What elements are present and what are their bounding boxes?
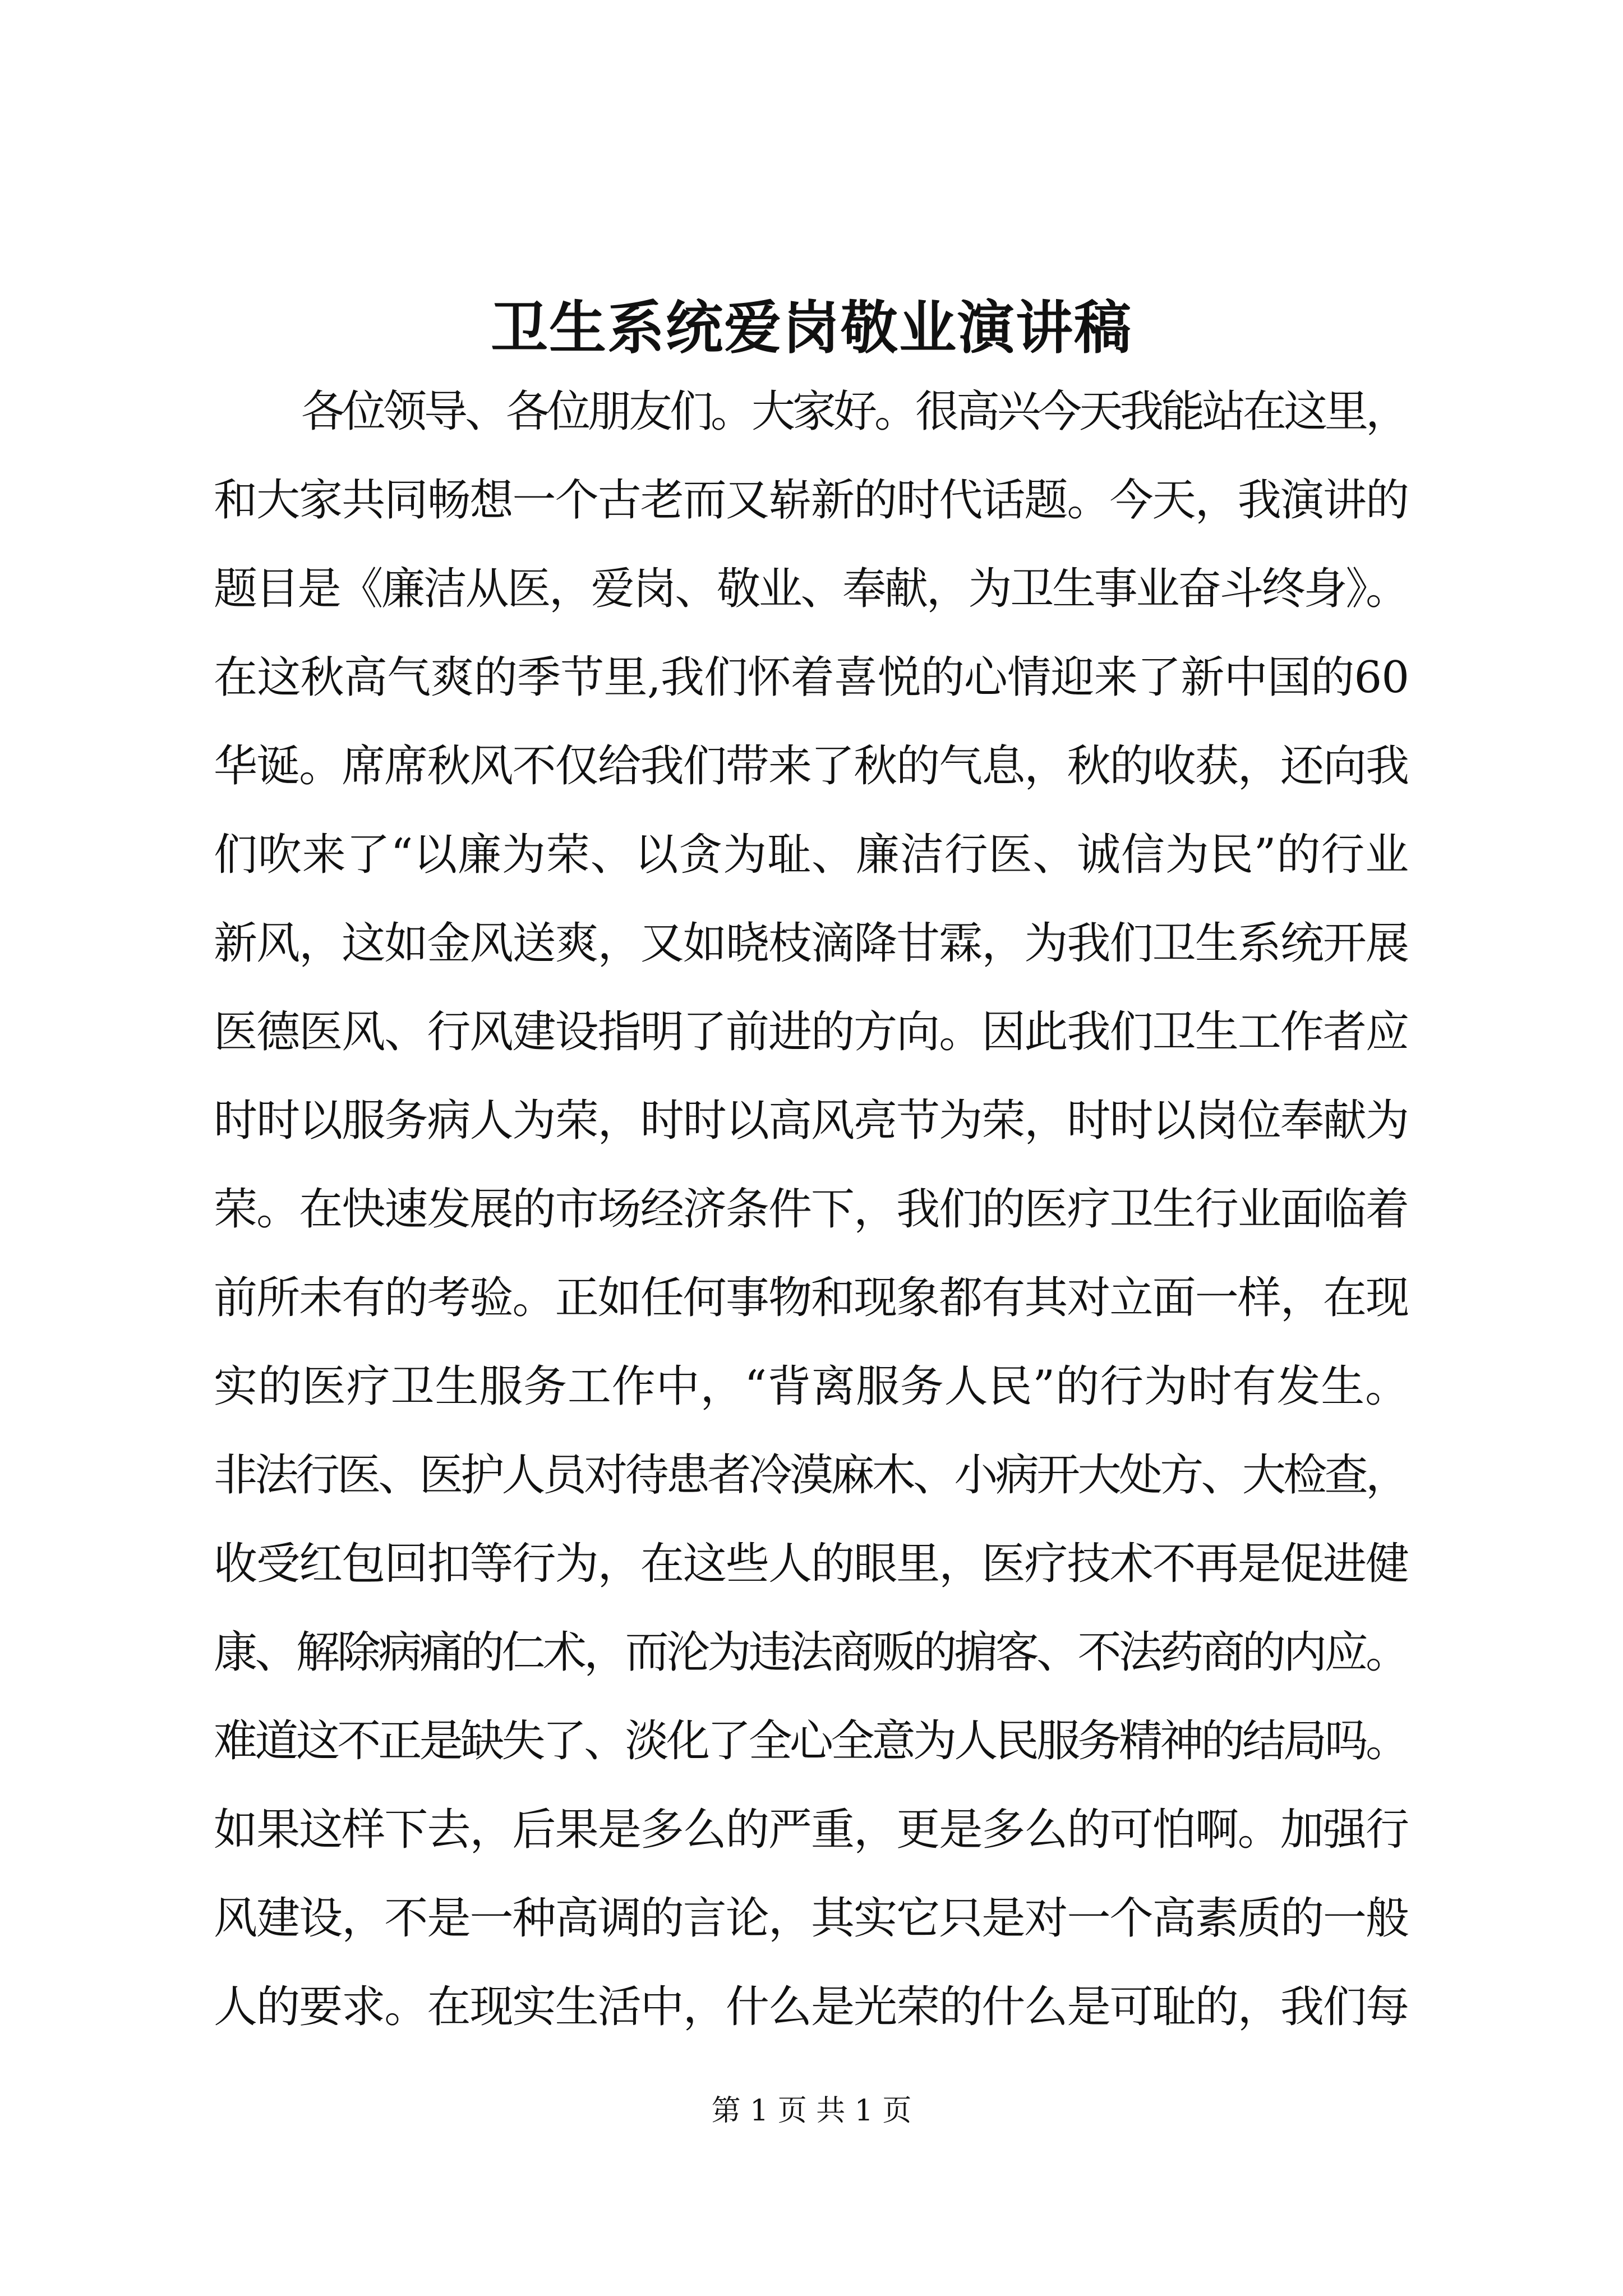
text-line xyxy=(214,456,1409,545)
text-line xyxy=(214,633,1409,722)
text-line-content: 和大家共同畅想一个古老而又崭新的时代话题。今天，我演讲的 xyxy=(214,475,1409,526)
text-line xyxy=(214,988,1409,1076)
page-footer: 第 1 页 共 1 页 xyxy=(711,2094,912,2128)
text-line xyxy=(214,1254,1409,1342)
text-line xyxy=(214,1874,1409,1963)
document-title: 卫生系统爱岗敬业演讲稿 xyxy=(491,295,1132,362)
text-line xyxy=(214,722,1409,811)
text-line xyxy=(214,1520,1409,1608)
text-line-content: 非法行医、医护人员对待患者冷漠麻木、小病开大处方、大检查， xyxy=(214,1450,1407,1501)
text-line-content: 收受红包回扣等行为，在这些人的眼里，医疗技术不再是促进健 xyxy=(214,1539,1409,1589)
text-line-content: 康、解除病痛的仁术，而沦为违法商贩的掮客、不法药商的内应。 xyxy=(214,1627,1407,1678)
text-line xyxy=(214,1431,1409,1520)
text-line-content: 医德医风、行风建设指明了前进的方向。因此我们卫生工作者应 xyxy=(214,1007,1409,1057)
body-text xyxy=(214,367,1409,2051)
text-line-content: 华诞。席席秋风不仅给我们带来了秋的气息，秋的收获，还向我 xyxy=(214,741,1409,792)
text-line-content: 新风，这如金风送爽，又如晓枝滴降甘霖，为我们卫生系统开展 xyxy=(214,918,1409,969)
text-line-content: 们吹来了“以廉为荣、以贪为耻、廉洁行医、诚信为民”的行业 xyxy=(214,830,1409,880)
text-line-content: 如果这样下去，后果是多么的严重，更是多么的可怕啊。加强行 xyxy=(214,1805,1409,1855)
text-line-content: 人的要求。在现实生活中，什么是光荣的什么是可耻的，我们每 xyxy=(214,1982,1409,2032)
text-line xyxy=(214,811,1409,899)
text-line xyxy=(214,1786,1409,1874)
text-line-content: 在这秋高气爽的季节里,我们怀着喜悦的心情迎来了新中国的60 xyxy=(214,652,1409,703)
text-line-content: 荣。在快速发展的市场经济条件下，我们的医疗卫生行业面临着 xyxy=(214,1184,1409,1235)
text-line xyxy=(214,899,1409,988)
text-line-content: 前所未有的考验。正如任何事物和现象都有其对立面一样，在现 xyxy=(214,1273,1409,1323)
text-line xyxy=(214,545,1409,633)
text-line-content: 难道这不正是缺失了、淡化了全心全意为人民服务精神的结局吗。 xyxy=(214,1716,1407,1766)
text-line-content: 风建设，不是一种高调的言论，其实它只是对一个高素质的一般 xyxy=(214,1893,1409,1944)
text-line xyxy=(214,1608,1409,1697)
text-line-content: 各位领导、各位朋友们。大家好。很高兴今天我能站在这里， xyxy=(301,386,1407,437)
text-line-content: 题目是《廉洁从医，爱岗、敬业、奉献，为卫生事业奋斗终身》。 xyxy=(214,564,1408,614)
text-line xyxy=(214,1697,1409,1786)
text-line xyxy=(214,1342,1409,1431)
text-line xyxy=(214,1963,1409,2051)
text-line-content: 时时以服务病人为荣，时时以高风亮节为荣，时时以岗位奉献为 xyxy=(214,1096,1409,1146)
text-line xyxy=(214,1165,1409,1254)
text-line xyxy=(214,1076,1409,1165)
text-line xyxy=(214,367,1409,456)
text-line-content: 实的医疗卫生服务工作中，“背离服务人民”的行为时有发生。 xyxy=(214,1361,1409,1412)
